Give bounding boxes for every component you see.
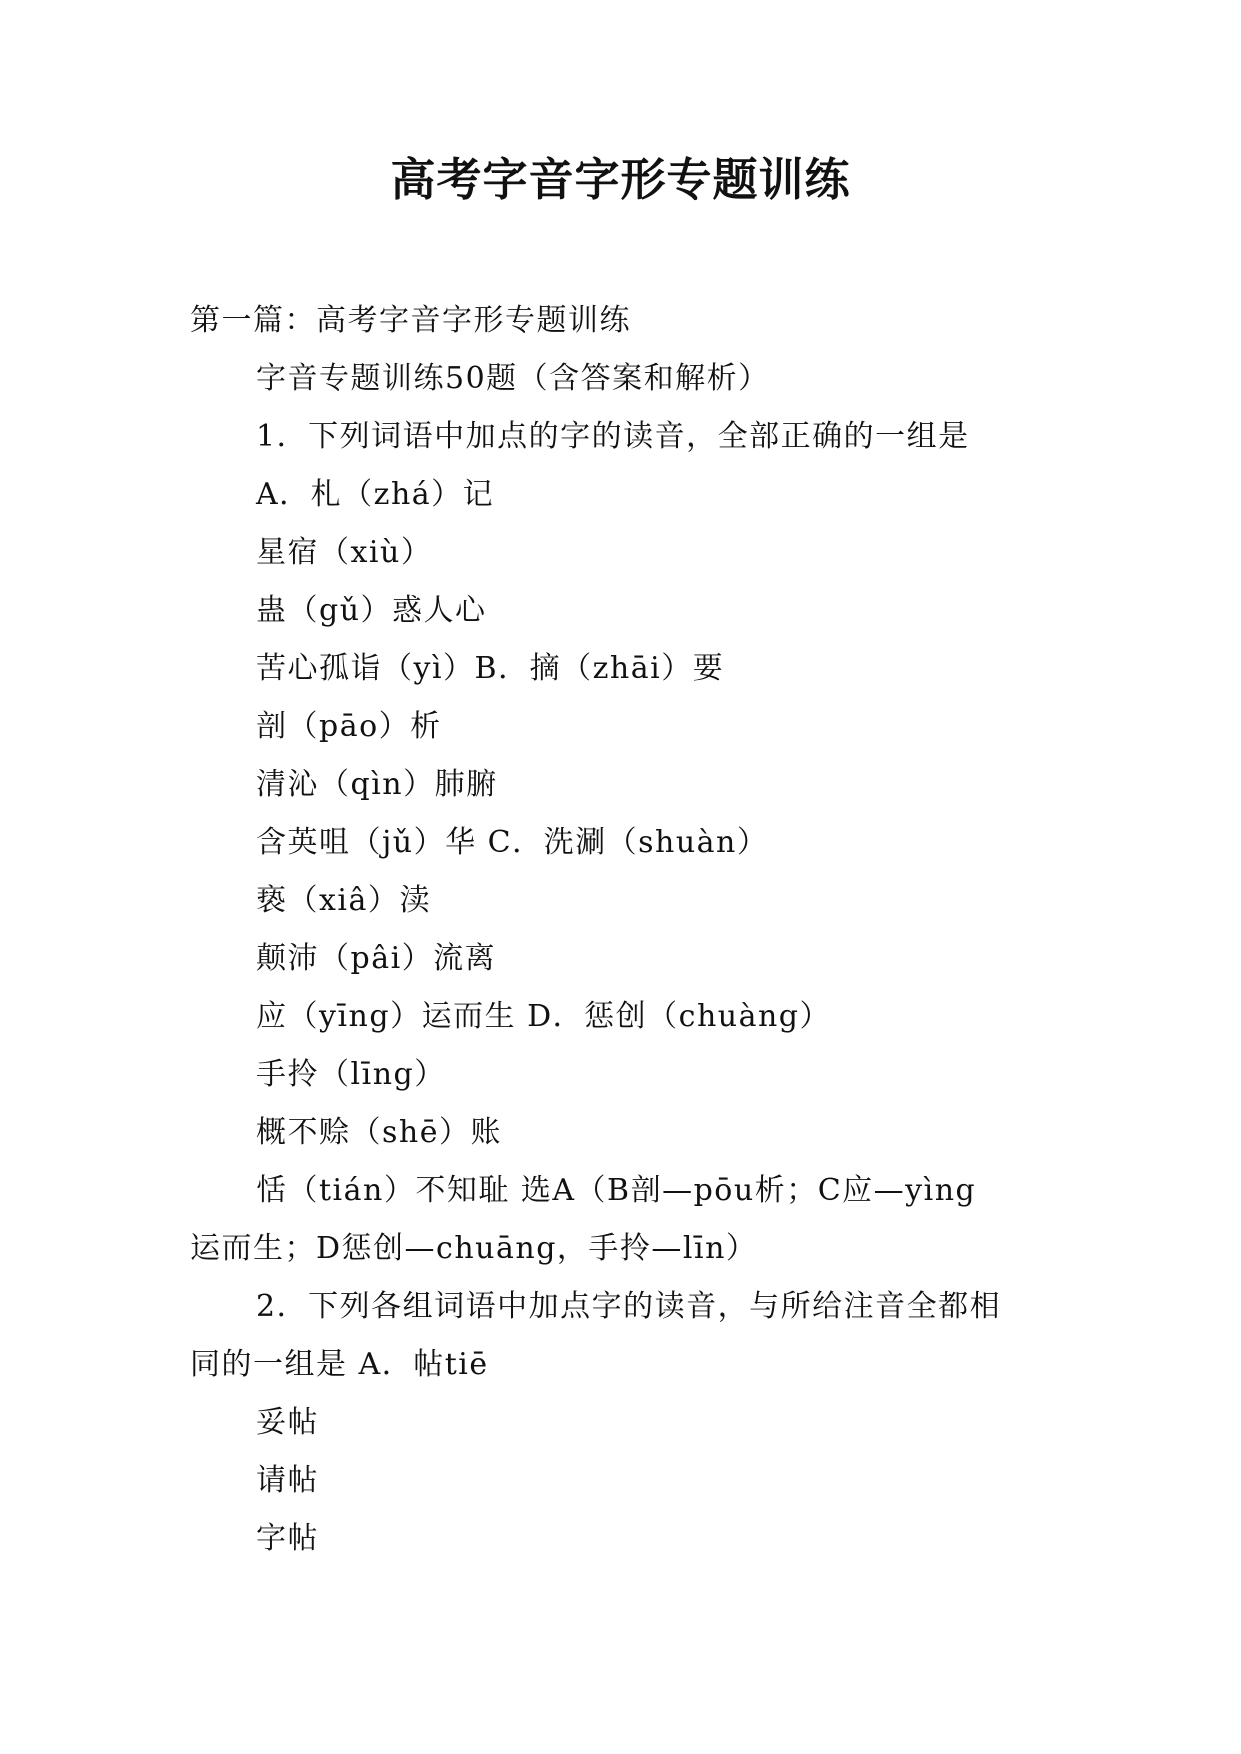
text-line: 颠沛（pâi）流离 xyxy=(256,941,497,976)
text-line: 手拎（līng） xyxy=(256,1057,446,1092)
answer-line: 恬（tián）不知耻 选A（B剖—pōu析；C应—yìng xyxy=(256,1173,977,1208)
question-2: 2．下列各组词语中加点字的读音，与所给注音全都相 xyxy=(256,1289,1002,1324)
question-1: 1．下列词语中加点的字的读音，全部正确的一组是 xyxy=(256,419,970,454)
text-line: 字帖 xyxy=(256,1521,319,1556)
text-line: 字音专题训练50题（含答案和解析） xyxy=(256,361,770,396)
text-line: 第一篇：高考字音字形专题训练 xyxy=(190,303,631,338)
text-line: 概不赊（shē）账 xyxy=(256,1115,502,1150)
text-line: 蛊（gǔ）惑人心 xyxy=(256,593,487,628)
answer-line: 运而生；D惩创—chuāng，手拎—līn） xyxy=(190,1231,758,1266)
document-title: 高考字音字形专题训练 xyxy=(390,153,851,206)
text-line: A．札（zhá）记 xyxy=(256,477,495,512)
text-line: 苦心孤诣（yì）B．摘（zhāi）要 xyxy=(256,651,725,686)
text-line: 应（yīng）运而生 D．惩创（chuàng） xyxy=(256,999,832,1034)
text-line: 剖（pāo）析 xyxy=(256,709,442,744)
text-line: 请帖 xyxy=(256,1463,319,1498)
text-line: 星宿（xiù） xyxy=(256,535,433,570)
text-line: 同的一组是 A．帖tiē xyxy=(190,1347,489,1382)
text-line: 含英咀（jǔ）华 C．洗涮（shuàn） xyxy=(256,825,769,860)
text-line: 妥帖 xyxy=(256,1405,319,1440)
document-body xyxy=(190,292,1060,1568)
text-line: 清沁（qìn）肺腑 xyxy=(256,767,498,802)
text-line: 亵（xiâ）渎 xyxy=(256,883,431,918)
